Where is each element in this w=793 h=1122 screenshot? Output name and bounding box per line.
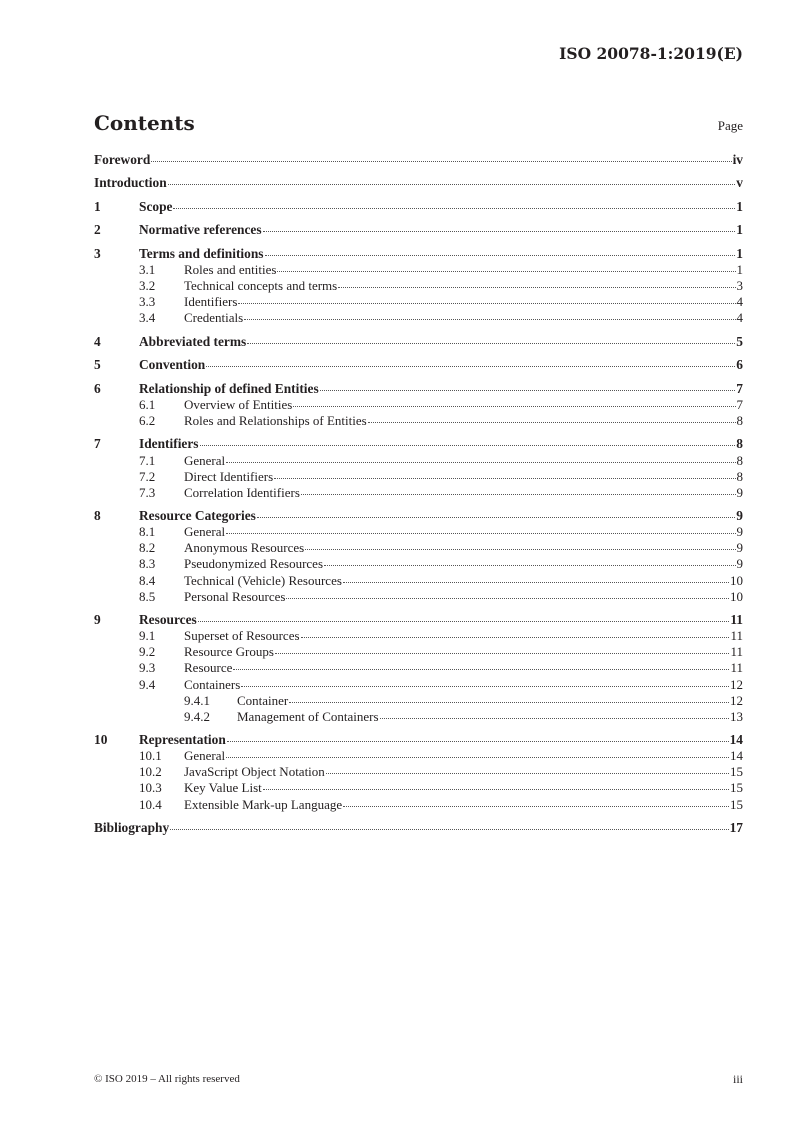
toc-entry-title: JavaScript Object Notation bbox=[184, 764, 325, 780]
toc-entry-page: v bbox=[736, 175, 743, 191]
toc-entry[interactable] bbox=[94, 152, 743, 168]
toc-entry[interactable] bbox=[94, 453, 743, 469]
dot-leader bbox=[226, 757, 729, 758]
toc-entry-title: Management of Containers bbox=[237, 708, 379, 724]
dot-leader bbox=[227, 741, 729, 742]
dot-leader bbox=[257, 517, 735, 518]
toc-entry-number: 10.1 bbox=[139, 748, 162, 764]
dot-leader bbox=[343, 582, 729, 583]
toc-entry[interactable] bbox=[94, 413, 743, 429]
toc-entry-page: 8 bbox=[736, 412, 743, 428]
toc-entry-title: Identifiers bbox=[184, 294, 238, 310]
toc-entry-number: 3.2 bbox=[139, 278, 156, 294]
toc-entry-number: 3.1 bbox=[139, 262, 156, 278]
toc-entry[interactable] bbox=[94, 175, 743, 191]
toc-entry-number: 8.4 bbox=[139, 572, 156, 588]
toc-entry-number: 6 bbox=[94, 380, 101, 396]
toc-entry-title: Correlation Identifiers bbox=[184, 484, 300, 500]
dot-leader bbox=[301, 637, 730, 638]
toc-entry-number: 9.3 bbox=[139, 660, 156, 676]
toc-entry[interactable] bbox=[94, 612, 743, 628]
toc-entry-title: Extensible Mark-up Language bbox=[184, 796, 343, 812]
dot-leader bbox=[170, 829, 728, 830]
toc-entry-number: 7.2 bbox=[139, 468, 156, 484]
toc-entry-title: Container bbox=[237, 692, 289, 708]
toc-entry[interactable] bbox=[94, 709, 743, 725]
toc-entry-page: 13 bbox=[730, 708, 743, 724]
toc-entry-title: Representation bbox=[139, 732, 226, 748]
toc-entry-number: 8 bbox=[94, 508, 101, 524]
toc-entry-number: 10.3 bbox=[139, 780, 162, 796]
toc-entry[interactable] bbox=[94, 508, 743, 524]
toc-entry-title: Resources bbox=[139, 612, 197, 628]
toc-entry-page: 4 bbox=[736, 310, 743, 326]
toc-entry-page: 11 bbox=[730, 628, 743, 644]
toc-entry-page: 8 bbox=[736, 468, 743, 484]
toc-entry-number: 10.2 bbox=[139, 764, 162, 780]
toc-entry[interactable] bbox=[94, 262, 743, 278]
toc-entry-number: 6.2 bbox=[139, 412, 156, 428]
dot-leader bbox=[320, 390, 736, 391]
toc-entry-page: 9 bbox=[736, 508, 743, 524]
toc-entry-title: Identifiers bbox=[139, 436, 199, 452]
toc-entry[interactable] bbox=[94, 485, 743, 501]
toc-entry[interactable] bbox=[94, 820, 743, 836]
toc-entry-title: Personal Resources bbox=[184, 588, 286, 604]
dot-leader bbox=[301, 494, 736, 495]
dot-leader bbox=[247, 343, 735, 344]
toc-entry-number: 9.1 bbox=[139, 628, 156, 644]
toc-entry-title: Superset of Resources bbox=[184, 628, 300, 644]
toc-entry-number: 4 bbox=[94, 333, 101, 349]
footer-page-number: iii bbox=[732, 1072, 743, 1086]
toc-entry-page: 9 bbox=[736, 556, 743, 572]
toc-entry-page: 8 bbox=[736, 436, 743, 452]
toc-entry-page: 15 bbox=[730, 796, 743, 812]
toc-entry-title: Roles and entities bbox=[184, 262, 277, 278]
dot-leader bbox=[198, 621, 730, 622]
dot-leader bbox=[263, 789, 729, 790]
page-title: Contents bbox=[94, 111, 195, 135]
dot-leader bbox=[241, 686, 729, 687]
dot-leader bbox=[274, 478, 735, 479]
dot-leader bbox=[368, 422, 736, 423]
toc-entry-page: iv bbox=[732, 152, 743, 167]
dot-leader bbox=[226, 533, 735, 534]
toc-entry-title: Convention bbox=[139, 357, 206, 373]
toc-entry-page: 9 bbox=[736, 540, 743, 556]
toc-entry[interactable] bbox=[94, 540, 743, 556]
page-column-label: Page bbox=[717, 118, 743, 133]
toc-entry-page: 5 bbox=[736, 333, 743, 349]
table-of-contents bbox=[94, 152, 743, 836]
toc-entry-page: 7 bbox=[736, 380, 743, 396]
toc-entry-page: 6 bbox=[736, 357, 743, 373]
toc-entry[interactable] bbox=[94, 524, 743, 540]
toc-entry-title: Abbreviated terms bbox=[139, 333, 247, 349]
toc-entry-number: 3.3 bbox=[139, 294, 156, 310]
toc-entry-number: 1 bbox=[94, 198, 101, 214]
toc-entry[interactable] bbox=[94, 436, 743, 452]
toc-entry-number: 3.4 bbox=[139, 310, 156, 326]
toc-entry-number: 7.1 bbox=[139, 452, 156, 468]
toc-entry-page: 9 bbox=[736, 524, 743, 540]
toc-entry[interactable] bbox=[94, 797, 743, 813]
dot-leader bbox=[305, 549, 735, 550]
toc-entry-title: Technical (Vehicle) Resources bbox=[184, 572, 342, 588]
toc-entry-title: Normative references bbox=[139, 222, 262, 238]
toc-entry[interactable] bbox=[94, 357, 743, 373]
toc-entry-page: 1 bbox=[736, 245, 743, 261]
toc-entry-page: 15 bbox=[730, 764, 743, 780]
toc-entry-page: 11 bbox=[730, 644, 743, 660]
toc-entry[interactable] bbox=[94, 310, 743, 326]
toc-entry-page: 12 bbox=[730, 692, 743, 708]
toc-entry[interactable] bbox=[94, 780, 743, 796]
toc-entry-page: 14 bbox=[730, 748, 743, 764]
toc-entry-page: 4 bbox=[736, 294, 743, 310]
dot-leader bbox=[343, 806, 729, 807]
toc-entry-page: 11 bbox=[730, 612, 743, 628]
toc-entry[interactable] bbox=[94, 589, 743, 605]
toc-entry-number: 3 bbox=[94, 245, 101, 261]
toc-entry-title: Key Value List bbox=[184, 780, 262, 796]
toc-entry[interactable] bbox=[94, 246, 743, 262]
toc-entry-title: Pseudonymized Resources bbox=[184, 556, 324, 572]
toc-entry[interactable] bbox=[94, 334, 743, 350]
toc-entry-number: 10.4 bbox=[139, 796, 162, 812]
toc-entry[interactable] bbox=[94, 693, 743, 709]
toc-entry-number: 6.1 bbox=[139, 396, 156, 412]
toc-entry-page: 3 bbox=[736, 278, 743, 294]
toc-entry-number: 7.3 bbox=[139, 484, 156, 500]
dot-leader bbox=[293, 406, 735, 407]
dot-leader bbox=[244, 319, 735, 320]
toc-entry-number: 5 bbox=[94, 357, 101, 373]
dot-leader bbox=[226, 462, 735, 463]
toc-entry[interactable] bbox=[94, 644, 743, 660]
toc-entry-title: Resource bbox=[184, 660, 233, 676]
toc-entry-page: 10 bbox=[730, 588, 743, 604]
dot-leader bbox=[238, 303, 735, 304]
toc-entry-page: 7 bbox=[736, 396, 743, 412]
toc-entry-page: 11 bbox=[730, 660, 743, 676]
toc-entry[interactable] bbox=[94, 764, 743, 780]
toc-entry-title: Terms and definitions bbox=[139, 245, 264, 261]
toc-entry-number: 9.2 bbox=[139, 644, 156, 660]
toc-entry-title: Bibliography bbox=[94, 820, 170, 836]
dot-leader bbox=[151, 161, 731, 162]
toc-entry-title: Resource Categories bbox=[139, 508, 256, 524]
toc-entry-title: Credentials bbox=[184, 310, 244, 326]
toc-entry[interactable] bbox=[94, 278, 743, 294]
toc-entry-title: General bbox=[184, 524, 226, 540]
toc-entry-number: 7 bbox=[94, 436, 101, 452]
toc-entry[interactable] bbox=[94, 677, 743, 693]
toc-entry[interactable] bbox=[94, 556, 743, 572]
toc-entry-title: Resource Groups bbox=[184, 644, 274, 660]
toc-entry-title: Relationship of defined Entities bbox=[139, 380, 319, 396]
toc-entry[interactable] bbox=[94, 573, 743, 589]
toc-entry-page: 1 bbox=[736, 222, 743, 238]
toc-entry-page: 8 bbox=[736, 452, 743, 468]
dot-leader bbox=[200, 445, 736, 446]
toc-entry[interactable] bbox=[94, 294, 743, 310]
dot-leader bbox=[326, 773, 729, 774]
toc-entry[interactable] bbox=[94, 199, 743, 215]
toc-entry-page: 15 bbox=[730, 780, 743, 796]
toc-entry[interactable] bbox=[94, 469, 743, 485]
toc-entry[interactable] bbox=[94, 628, 743, 644]
toc-entry-page: 9 bbox=[736, 484, 743, 500]
dot-leader bbox=[380, 718, 729, 719]
toc-entry-title: Containers bbox=[184, 676, 241, 692]
toc-entry[interactable] bbox=[94, 660, 743, 676]
dot-leader bbox=[265, 255, 736, 256]
toc-entry-page: 17 bbox=[729, 820, 743, 836]
toc-entry-title: General bbox=[184, 748, 226, 764]
dot-leader bbox=[286, 598, 729, 599]
dot-leader bbox=[263, 231, 736, 232]
toc-entry[interactable] bbox=[94, 381, 743, 397]
toc-entry[interactable] bbox=[94, 732, 743, 748]
dot-leader bbox=[289, 702, 729, 703]
toc-entry-page: 10 bbox=[730, 572, 743, 588]
toc-entry-number: 8.2 bbox=[139, 540, 156, 556]
toc-entry-title: Introduction bbox=[94, 175, 167, 191]
toc-entry-page: 14 bbox=[729, 732, 743, 748]
toc-entry[interactable] bbox=[94, 222, 743, 238]
toc-entry-page: 1 bbox=[736, 198, 743, 214]
toc-entry-number: 8.5 bbox=[139, 588, 156, 604]
document-reference: ISO 20078-1:2019(E) bbox=[559, 44, 743, 63]
toc-entry-number: 10 bbox=[94, 732, 108, 748]
dot-leader bbox=[168, 184, 736, 185]
dot-leader bbox=[275, 653, 730, 654]
toc-entry-title: General bbox=[184, 452, 226, 468]
toc-entry-page: 12 bbox=[730, 676, 743, 692]
toc-entry-title: Technical concepts and terms bbox=[184, 278, 338, 294]
toc-entry-number: 9.4.1 bbox=[184, 692, 210, 708]
toc-entry-number: 8.1 bbox=[139, 524, 156, 540]
toc-entry[interactable] bbox=[94, 397, 743, 413]
dot-leader bbox=[277, 271, 735, 272]
dot-leader bbox=[324, 565, 735, 566]
toc-entry-number: 9 bbox=[94, 612, 101, 628]
dot-leader bbox=[206, 366, 735, 367]
dot-leader bbox=[233, 669, 729, 670]
toc-entry-number: 2 bbox=[94, 222, 101, 238]
toc-entry-title: Direct Identifiers bbox=[184, 468, 274, 484]
toc-entry-title: Foreword bbox=[94, 152, 151, 167]
dot-leader bbox=[338, 287, 735, 288]
toc-entry-title: Anonymous Resources bbox=[184, 540, 305, 556]
toc-entry[interactable] bbox=[94, 748, 743, 764]
toc-entry-title: Scope bbox=[139, 198, 173, 214]
toc-entry-page: 1 bbox=[736, 262, 743, 278]
toc-entry-number: 8.3 bbox=[139, 556, 156, 572]
toc-entry-title: Overview of Entities bbox=[184, 396, 293, 412]
footer-copyright: © ISO 2019 – All rights reserved bbox=[94, 1073, 240, 1085]
dot-leader bbox=[173, 208, 735, 209]
toc-entry-number: 9.4 bbox=[139, 676, 156, 692]
toc-entry-number: 9.4.2 bbox=[184, 708, 210, 724]
toc-entry-title: Roles and Relationships of Entities bbox=[184, 412, 367, 428]
